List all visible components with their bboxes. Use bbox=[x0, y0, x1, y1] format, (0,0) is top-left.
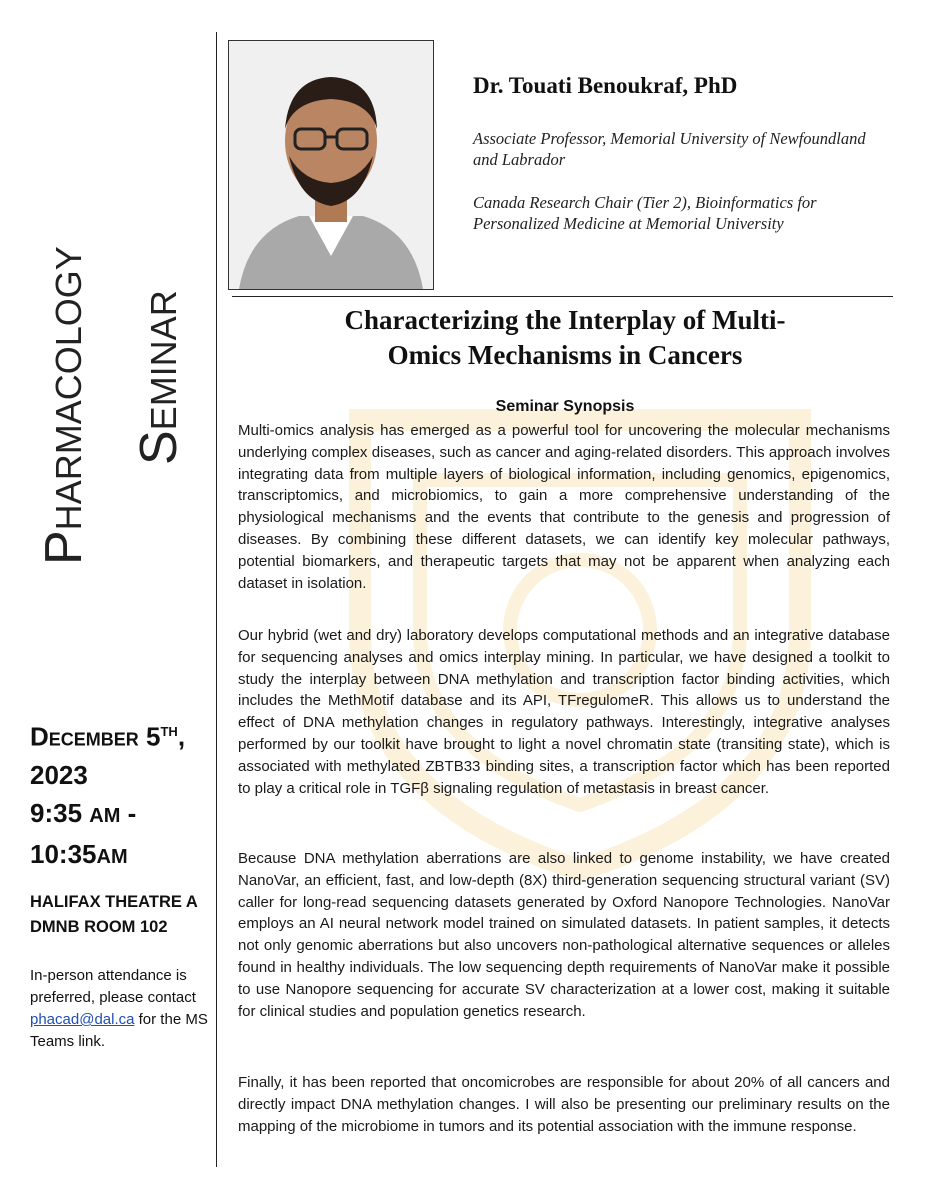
talk-title: Characterizing the Interplay of Multi- Omics Mechanisms in Cancers bbox=[344, 305, 786, 370]
venue-room: DMNB ROOM 102 bbox=[30, 918, 168, 936]
synopsis-paragraph-1: Multi-omics analysis has emerged as a powerful tool for uncovering the molecular mechanisms underlying complex diseases, such as cancer and aging-related disorders. This approach involves integrating data from multiple layers of biological information, including genomics, epigenomics, transcriptomics, and microbiomics, to gain a more comprehensive understanding of the physiological mechanisms and the events that contribute to the genesis and progression of diseases. By combining these different datasets, we can identify key molecular pathways, potential biomarkers, and therapeutic targets that may not be apparent when analyzing each dataset in isolation. bbox=[238, 422, 890, 592]
event-start-time: 9:35 AM - bbox=[30, 797, 137, 828]
event-end-time: 10:35AM bbox=[30, 838, 128, 869]
event-datetime bbox=[30, 713, 215, 876]
header-divider bbox=[232, 296, 893, 297]
attendance-note: In-person attendance is preferred, please contact phacad@dal.ca for the MS Teams link. bbox=[30, 967, 208, 1050]
speaker-name: Dr. Touati Benoukraf, PhD bbox=[473, 73, 738, 98]
synopsis-paragraph-4: Finally, it has been reported that oncomicrobes are responsible for about 20% of all cancers and directly impact DNA methylation changes. I will also be presenting our preliminary results on the mapping of the microbiome in tumors and its potential association with the immune response. bbox=[238, 1074, 890, 1135]
event-date: December 5TH, bbox=[30, 721, 186, 752]
sidebar-divider bbox=[216, 32, 217, 1167]
venue-theatre: HALIFAX THEATRE A bbox=[30, 893, 198, 911]
title-pharmacology: Pharmacology bbox=[35, 246, 93, 565]
synopsis-paragraph-3: Because DNA methylation aberrations are also linked to genome instability, we have created NanoVar, an efficient, fast, and low-depth (8X) third-generation sequencing structural variant (SV) caller for long-read sequencing datasets generated by Oxford Nanopore Technologies. NanoVar employs an AI neural network model trained on simulated datasets. In patient samples, it detects not only genomic aberrations but also uncovers non-pathological alternative sequences or alleles found in healthy individuals. The low sequencing depth requirements of NanoVar make it possible to use Nanopore sequencing for accurate SV characterization at a lower cost, making it suitable for clinical studies and population genetics research. bbox=[238, 850, 890, 1020]
speaker-portrait-icon bbox=[229, 41, 433, 289]
synopsis-paragraph-2: Our hybrid (wet and dry) laboratory develops computational methods and an integrative database for sequencing analyses and omics interplay mining. In particular, we have designed a toolkit to study the interplay between DNA methylation and transcription factor binding activities, which includes the MethMotif database and its API, TFregulomeR. This allows us to understand the effect of DNA methylation changes in regulatory pathways. Interestingly, integrative analyses performed by our toolkit have brought to light a novel chromatin state (transiting state), which is associated with methylated ZBTB33 binding sites, a transcription factor which has been reported to play a critical role in TGFβ signaling regulation of metastasis in breast cancer. bbox=[238, 627, 890, 797]
event-venue bbox=[30, 890, 215, 940]
speaker-affiliation-1: Associate Professor, Memorial University of Newfoundland and Labrador bbox=[473, 129, 866, 169]
event-year: 2023 bbox=[30, 759, 88, 790]
contact-email-link[interactable]: phacad@dal.ca bbox=[30, 1011, 135, 1028]
title-seminar: Seminar bbox=[130, 290, 188, 465]
speaker-photo bbox=[228, 40, 434, 290]
speaker-affiliation-2: Canada Research Chair (Tier 2), Bioinformatics for Personalized Medicine at Memorial University bbox=[473, 193, 817, 233]
synopsis-heading: Seminar Synopsis bbox=[495, 398, 635, 415]
